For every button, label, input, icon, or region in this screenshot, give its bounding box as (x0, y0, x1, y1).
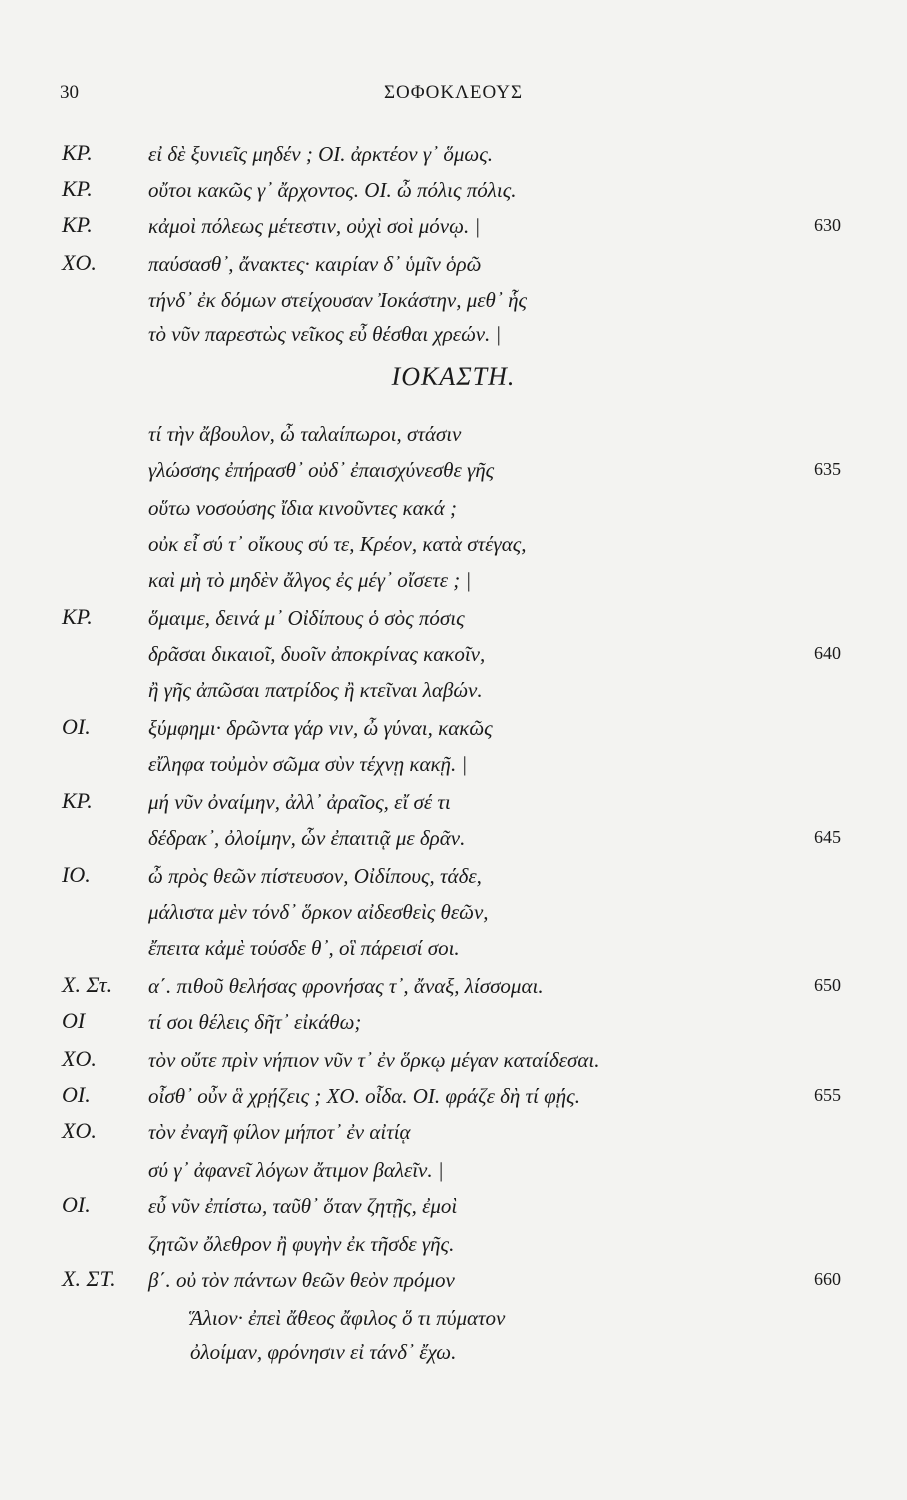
verse-text-line: σύ γ᾽ ἀφανεῖ λόγων ἄτιμον βαλεῖν. | (148, 1158, 444, 1182)
verse-text-line: εἴληφα τοὐμὸν σῶμα σὺν τέχνῃ κακῇ. | (148, 752, 468, 776)
speaker-label: ΚΡ. (62, 604, 93, 629)
verse-line (0, 140, 907, 178)
speaker-label: ΟΙ (62, 1008, 86, 1033)
verse-line (0, 972, 907, 1010)
verse-text-line: οὕτω νοσούσης ἴδια κινοῦντες κακά ; (148, 496, 458, 520)
speaker-label: ΟΙ. (62, 1082, 91, 1107)
verse-text-line: μάλιστα μὲν τόνδ᾽ ὅρκον αἰδεσθεὶς θεῶν, (148, 900, 489, 924)
line-number: 635 (814, 459, 841, 479)
verse-text-line: ξύμφημι· δρῶντα γάρ νιν, ὦ γύναι, κακῶς (148, 716, 493, 740)
speaker-label: ΧΟ. (62, 1046, 97, 1071)
verse-line (0, 1046, 907, 1084)
line-number: 655 (814, 1085, 841, 1105)
verse-text-line: τί τὴν ἄβουλον, ὦ ταλαίπωροι, στάσιν (148, 422, 462, 446)
verse-line (0, 1338, 907, 1376)
verse-line (0, 530, 907, 568)
speaker-label: Χ. Στ. (62, 972, 113, 997)
speaker-label: ΚΡ. (62, 212, 93, 237)
verse-line (0, 420, 907, 458)
speaker-label: Χ. ΣΤ. (62, 1266, 116, 1291)
verse-text-line: τὸ νῦν παρεστὼς νεῖκος εὖ θέσθαι χρεών. | (148, 322, 502, 346)
section-heading: ΙΟΚΑΣΤΗ. (391, 362, 516, 391)
verse-line (0, 640, 907, 678)
verse-line (0, 1192, 907, 1230)
line-number: 645 (814, 827, 841, 847)
verse-line (0, 862, 907, 900)
verse-line (0, 714, 907, 752)
verse-text-line: κἀμοὶ πόλεως μέτεστιν, οὐχὶ σοὶ μόνῳ. | (148, 214, 481, 238)
verse-line (0, 1118, 907, 1156)
verse-text-line: οὐκ εἶ σύ τ᾽ οἴκους σύ τε, Κρέον, κατὰ στέγας, (148, 532, 527, 556)
verse-text-line: δρᾶσαι δικαιοῖ, δυοῖν ἀποκρίνας κακοῖν, (148, 642, 486, 666)
verse-line (0, 1082, 907, 1120)
verse-text-line: δέδρακ᾽, ὀλοίμην, ὧν ἐπαιτιᾷ με δρᾶν. (148, 826, 466, 850)
verse-text-line: οὔτοι κακῶς γ᾽ ἄρχοντος. ΟΙ. ὦ πόλις πόλις. (148, 178, 517, 202)
verse-text-line: ὀλοίμαν, φρόνησιν εἰ τάνδ᾽ ἔχω. (190, 1340, 457, 1364)
verse-line (0, 1230, 907, 1268)
verse-line (0, 788, 907, 826)
verse-text-line: παύσασθ᾽, ἄνακτες· καιρίαν δ᾽ ὑμῖν ὁρῶ (148, 252, 482, 276)
verse-text-line: τί σοι θέλεις δῆτ᾽ εἰκάθω; (148, 1010, 362, 1034)
verse-line (0, 676, 907, 714)
running-title: ΣΟΦΟΚΛΕΟΥΣ (383, 82, 524, 103)
verse-text-line: τήνδ᾽ ἐκ δόμων στείχουσαν Ἰοκάστην, μεθ᾽ ἧς (148, 288, 528, 312)
verse-line (0, 320, 907, 358)
verse-line (0, 750, 907, 788)
verse-text-line: γλώσσης ἐπήρασθ᾽ οὐδ᾽ ἐπαισχύνεσθε γῆς (148, 458, 495, 482)
speaker-label: ΟΙ. (62, 714, 91, 739)
verse-text-line: οἶσθ᾽ οὖν ἃ χρῄζεις ; ΧΟ. οἶδα. ΟΙ. φράζε δὴ τί φῄς. (148, 1084, 580, 1108)
verse-line (0, 604, 907, 642)
line-number: 660 (814, 1269, 841, 1289)
verse-line (0, 1266, 907, 1304)
speaker-label: ΟΙ. (62, 1192, 91, 1217)
line-number: 640 (814, 643, 841, 663)
speaker-label: ΚΡ. (62, 176, 93, 201)
verse-line (0, 824, 907, 862)
verse-text-line: ὅμαιμε, δεινά μ᾽ Οἰδίπους ὁ σὸς πόσις (148, 606, 465, 630)
verse-line (0, 456, 907, 494)
verse-text-line: καὶ μὴ τὸ μηδὲν ἄλγος ἐς μέγ᾽ οἴσετε ; | (148, 568, 472, 592)
speaker-label: ΚΡ. (62, 788, 93, 813)
verse-text-line: α΄. πιθοῦ θελήσας φρονήσας τ᾽, ἄναξ, λίσσομαι. (148, 974, 544, 998)
verse-line (0, 286, 907, 324)
speaker-label: ΧΟ. (62, 1118, 97, 1143)
verse-line (0, 212, 907, 250)
verse-text-line: μή νῦν ὀναίμην, ἀλλ᾽ ἀραῖος, εἴ σέ τι (148, 790, 451, 814)
verse-line (0, 898, 907, 936)
line-number: 650 (814, 975, 841, 995)
speaker-label: ΚΡ. (62, 140, 93, 165)
verse-text-line: τὸν οὔτε πρὶν νήπιον νῦν τ᾽ ἐν ὅρκῳ μέγαν καταίδεσαι. (148, 1048, 600, 1072)
verse-text-line: ὦ πρὸς θεῶν πίστευσον, Οἰδίπους, τάδε, (148, 864, 482, 888)
speaker-label: ΧΟ. (62, 250, 97, 275)
verse-line (0, 1008, 907, 1046)
verse-text-line: β΄. οὐ τὸν πάντων θεῶν θεὸν πρόμον (148, 1268, 455, 1292)
line-number: 630 (814, 215, 841, 235)
verse-text-line: Ἅλιον· ἐπεὶ ἄθεος ἄφιλος ὅ τι πύματον (190, 1306, 506, 1330)
verse-line (0, 1304, 907, 1342)
verse-text-line: εὖ νῦν ἐπίστω, ταῦθ᾽ ὅταν ζητῇς, ἐμοὶ (148, 1194, 458, 1218)
verse-line (0, 1156, 907, 1194)
verse-text-line: ἔπειτα κἀμὲ τούσδε θ᾽, οἳ πάρεισί σοι. (148, 936, 460, 960)
verse-line (0, 250, 907, 288)
speaker-label: ΙΟ. (62, 862, 91, 887)
verse-line (0, 934, 907, 972)
verse-text-line: εἰ δὲ ξυνιεῖς μηδέν ; ΟΙ. ἀρκτέον γ᾽ ὅμως. (148, 142, 493, 166)
verse-line (0, 176, 907, 214)
page-number: 30 (60, 82, 79, 103)
verse-text-line: ἢ γῆς ἀπῶσαι πατρίδος ἢ κτεῖναι λαβών. (148, 678, 483, 702)
verse-line (0, 566, 907, 604)
verse-text-line: ζητῶν ὄλεθρον ἢ φυγὴν ἐκ τῆσδε γῆς. (148, 1232, 455, 1256)
verse-line (0, 494, 907, 532)
verse-text-line: τὸν ἐναγῆ φίλον μήποτ᾽ ἐν αἰτίᾳ (148, 1120, 411, 1144)
